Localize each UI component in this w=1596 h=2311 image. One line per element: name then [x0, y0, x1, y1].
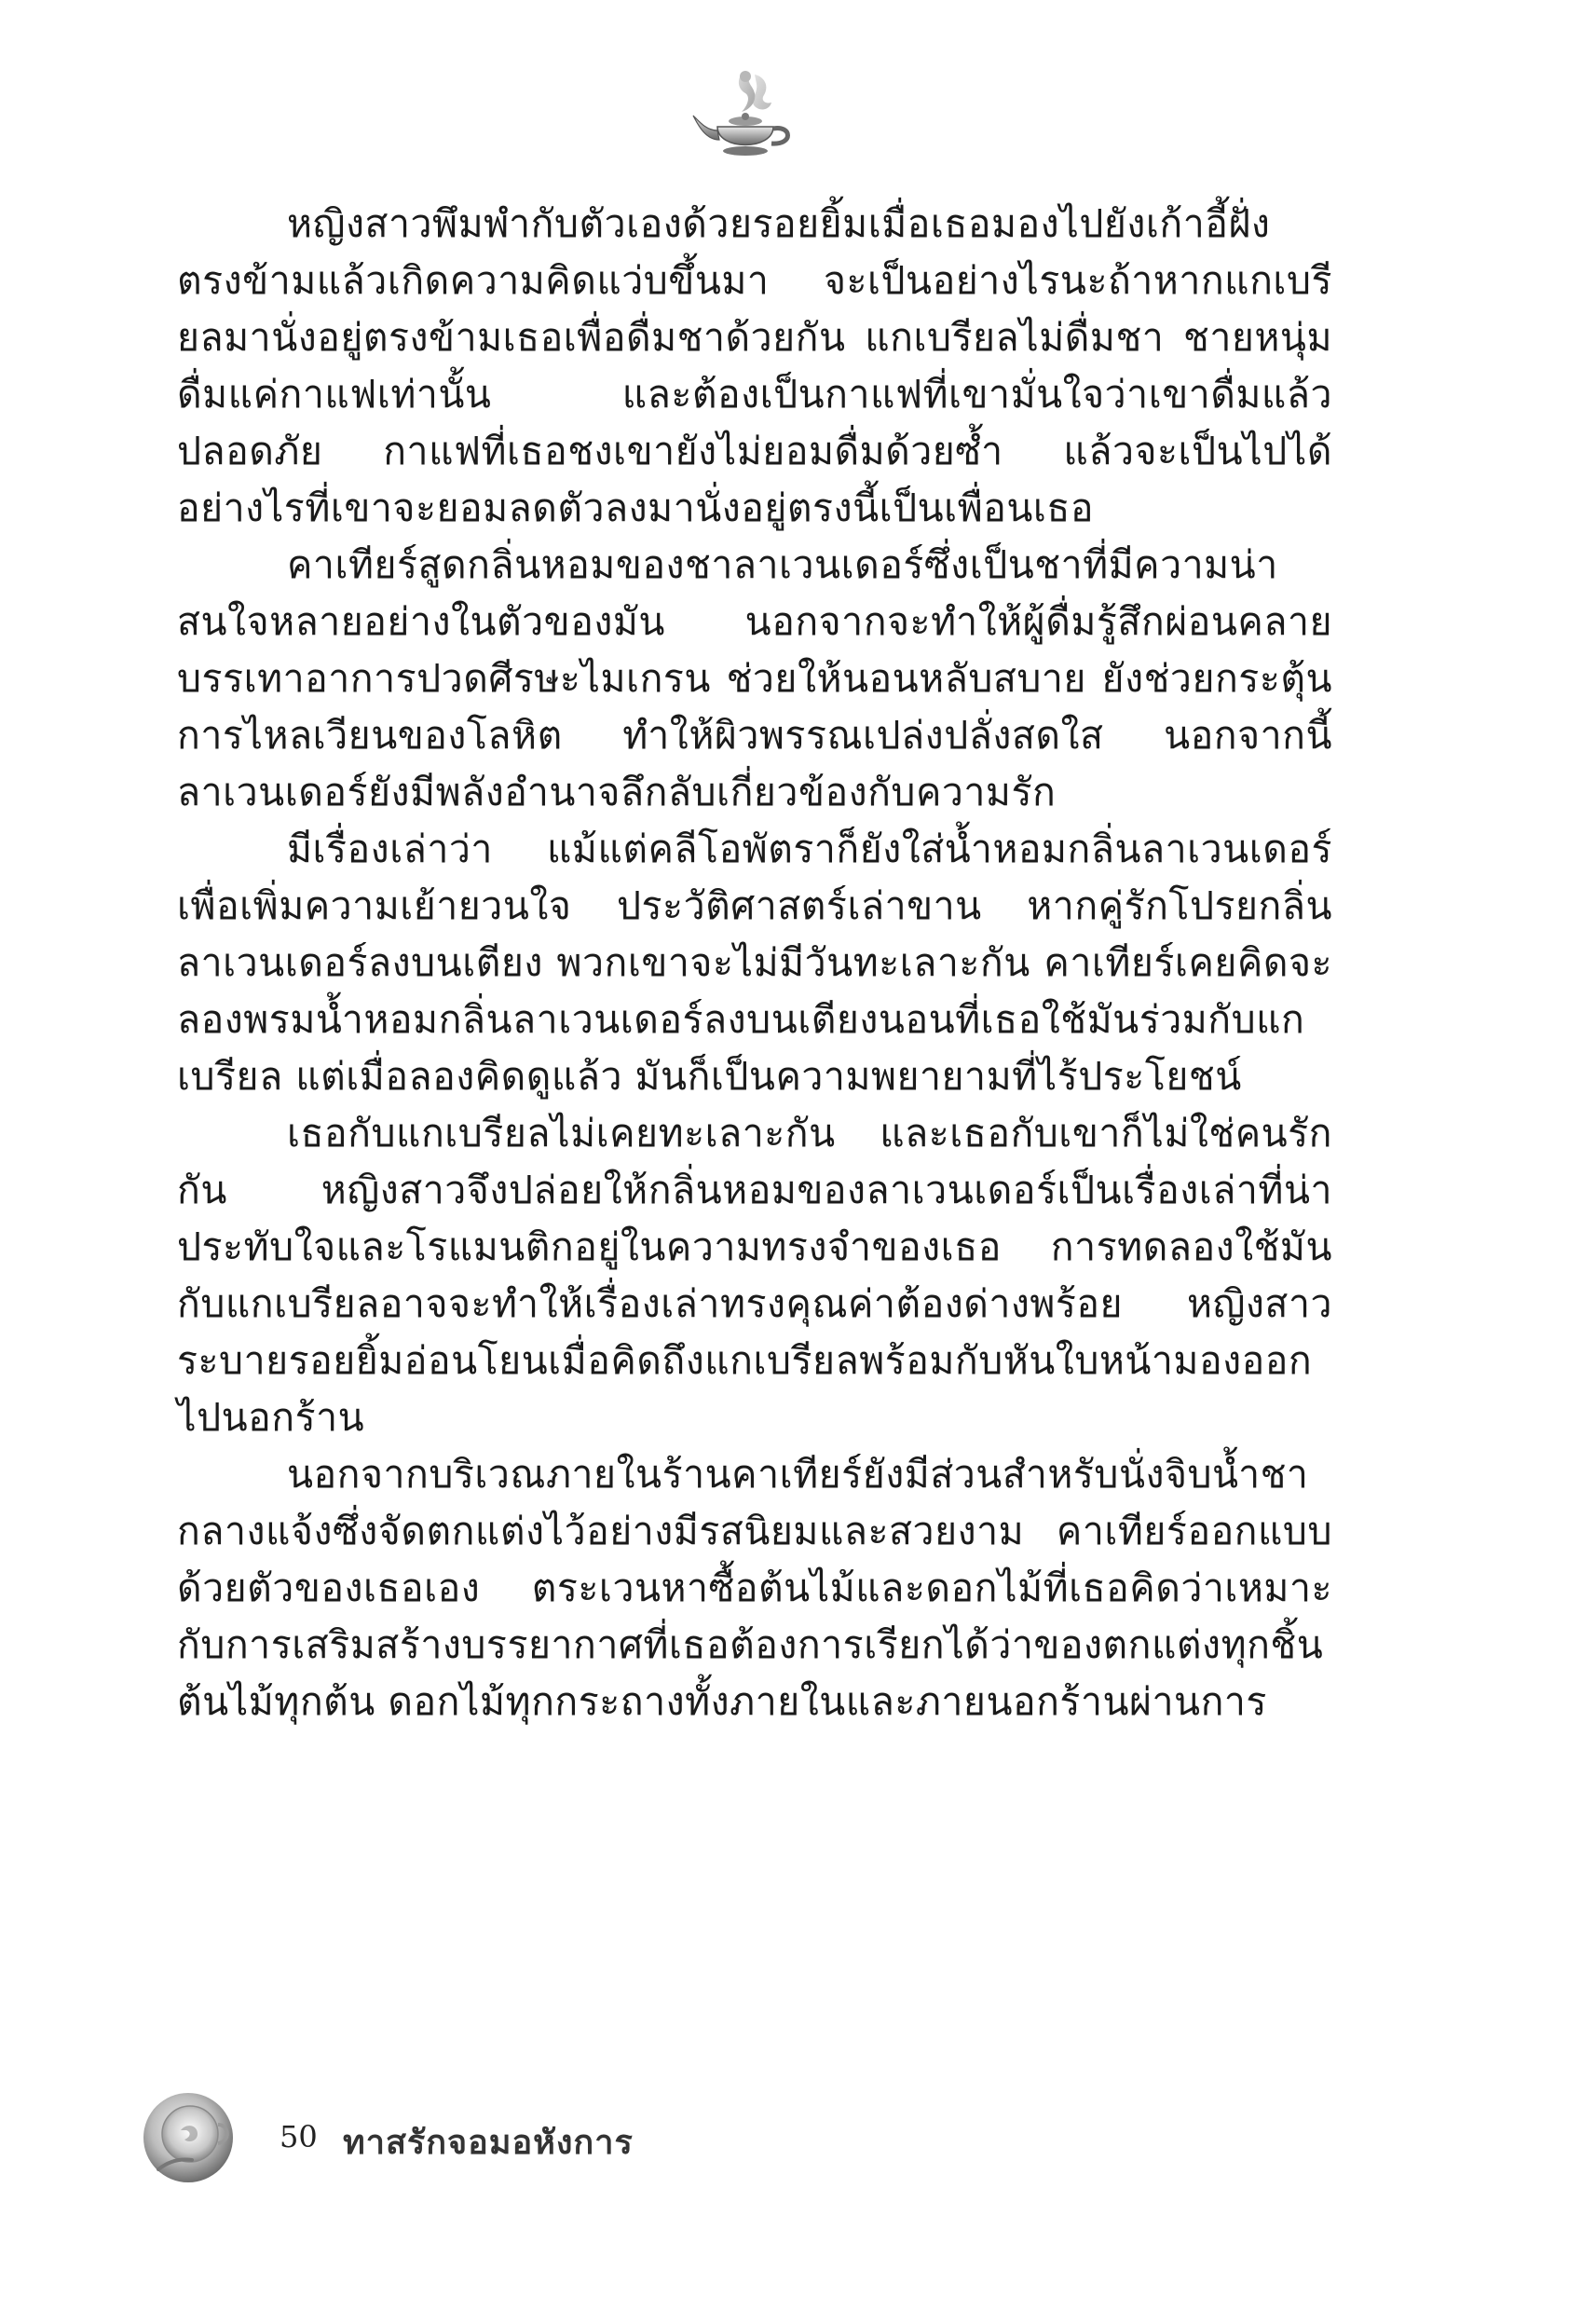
- page-number: 50: [280, 2119, 318, 2154]
- body-text: [177, 196, 1332, 1730]
- paragraph-2: คาเทียร์สูดกลิ่นหอมของชาลาเวนเดอร์ซึ่งเป็นชาที่มีความน่าสนใจหลายอย่างในตัวของมัน นอกจากจะทำให้ผู้ดื่มรู้สึกผ่อนคลาย บรรเทาอาการปวดศีรษะไมเกรน ช่วยให้นอนหลับสบาย ยังช่วยกระตุ้นการไหลเวียนของโลหิต ทำให้ผิวพรรณเปล่งปลั่งสดใส นอกจากนี้ลาเวนเดอร์ยังมีพลังอำนาจลึกลับเกี่ยวข้องกับความรัก: [177, 542, 1332, 814]
- page-footer: [140, 2087, 792, 2199]
- paragraph-5: นอกจากบริเวณภายในร้านคาเทียร์ยังมีส่วนสำหรับนั่งจิบน้ำชากลางแจ้งซึ่งจัดตกแต่งไว้อย่างมีรสนิยมและสวยงาม คาเทียร์ออกแบบด้วยตัวของเธอเอง ตระเวนหาซื้อต้นไม้และดอกไม้ที่เธอคิดว่าเหมาะกับการเสริมสร้างบรรยากาศที่เธอต้องการเรียกได้ว่าของตกแต่งทุกชิ้นต้นไม้ทุกต้น ดอกไม้ทุกกระถางทั้งภายในและภายนอกร้านผ่านการ: [177, 1452, 1332, 1724]
- book-title: ทาสรักจอมอหังการ: [343, 2124, 634, 2162]
- paragraph-1: หญิงสาวพึมพำกับตัวเองด้วยรอยยิ้มเมื่อเธอมองไปยังเก้าอี้ฝั่งตรงข้ามแล้วเกิดความคิดแว่บขึ้นมา จะเป็นอย่างไรนะถ้าหากแกเบรียลมานั่งอยู่ตรงข้ามเธอเพื่อดื่มชาด้วยกัน แกเบรียลไม่ดื่มชา ชายหนุ่มดื่มแค่กาแฟเท่านั้น และต้องเป็นกาแฟที่เขามั่นใจว่าเขาดื่มแล้วปลอดภัย กาแฟที่เธอชงเขายังไม่ยอมดื่มด้วยซ้ำ แล้วจะเป็นไปได้อย่างไรที่เขาจะยอมลดตัวลงมานั่งอยู่ตรงนี้เป็นเพื่อนเธอ: [177, 201, 1332, 530]
- coffee-cup-icon: [140, 2087, 238, 2185]
- paragraph-3: มีเรื่องเล่าว่า แม้แต่คลีโอพัตราก็ยังใส่น้ำหอมกลิ่นลาเวนเดอร์เพื่อเพิ่มความเย้ายวนใจ ประวัติศาสตร์เล่าขาน หากคู่รักโปรยกลิ่นลาเวนเดอร์ลงบนเตียง พวกเขาจะไม่มีวันทะเลาะกัน คาเทียร์เคยคิดจะลองพรมน้ำหอมกลิ่นลาเวนเดอร์ลงบนเตียงนอนที่เธอใช้มันร่วมกับแกเบรียล แต่เมื่อลองคิดดูแล้ว มันก็เป็นความพยายามที่ไร้ประโยชน์: [177, 827, 1332, 1099]
- teapot-ornament-icon: [689, 65, 801, 168]
- paragraph-4: เธอกับแกเบรียลไม่เคยทะเลาะกัน และเธอกับเขาก็ไม่ใช่คนรักกัน หญิงสาวจึงปล่อยให้กลิ่นหอมของลาเวนเดอร์เป็นเรื่องเล่าที่น่าประทับใจและโรแมนติกอยู่ในความทรงจำของเธอ การทดลองใช้มันกับแกเบรียลอาจจะทำให้เรื่องเล่าทรงคุณค่าต้องด่างพร้อย หญิงสาวระบายรอยยิ้มอ่อนโยนเมื่อคิดถึงแกเบรียลพร้อมกับหันใบหน้ามองออกไปนอกร้าน: [177, 1111, 1332, 1440]
